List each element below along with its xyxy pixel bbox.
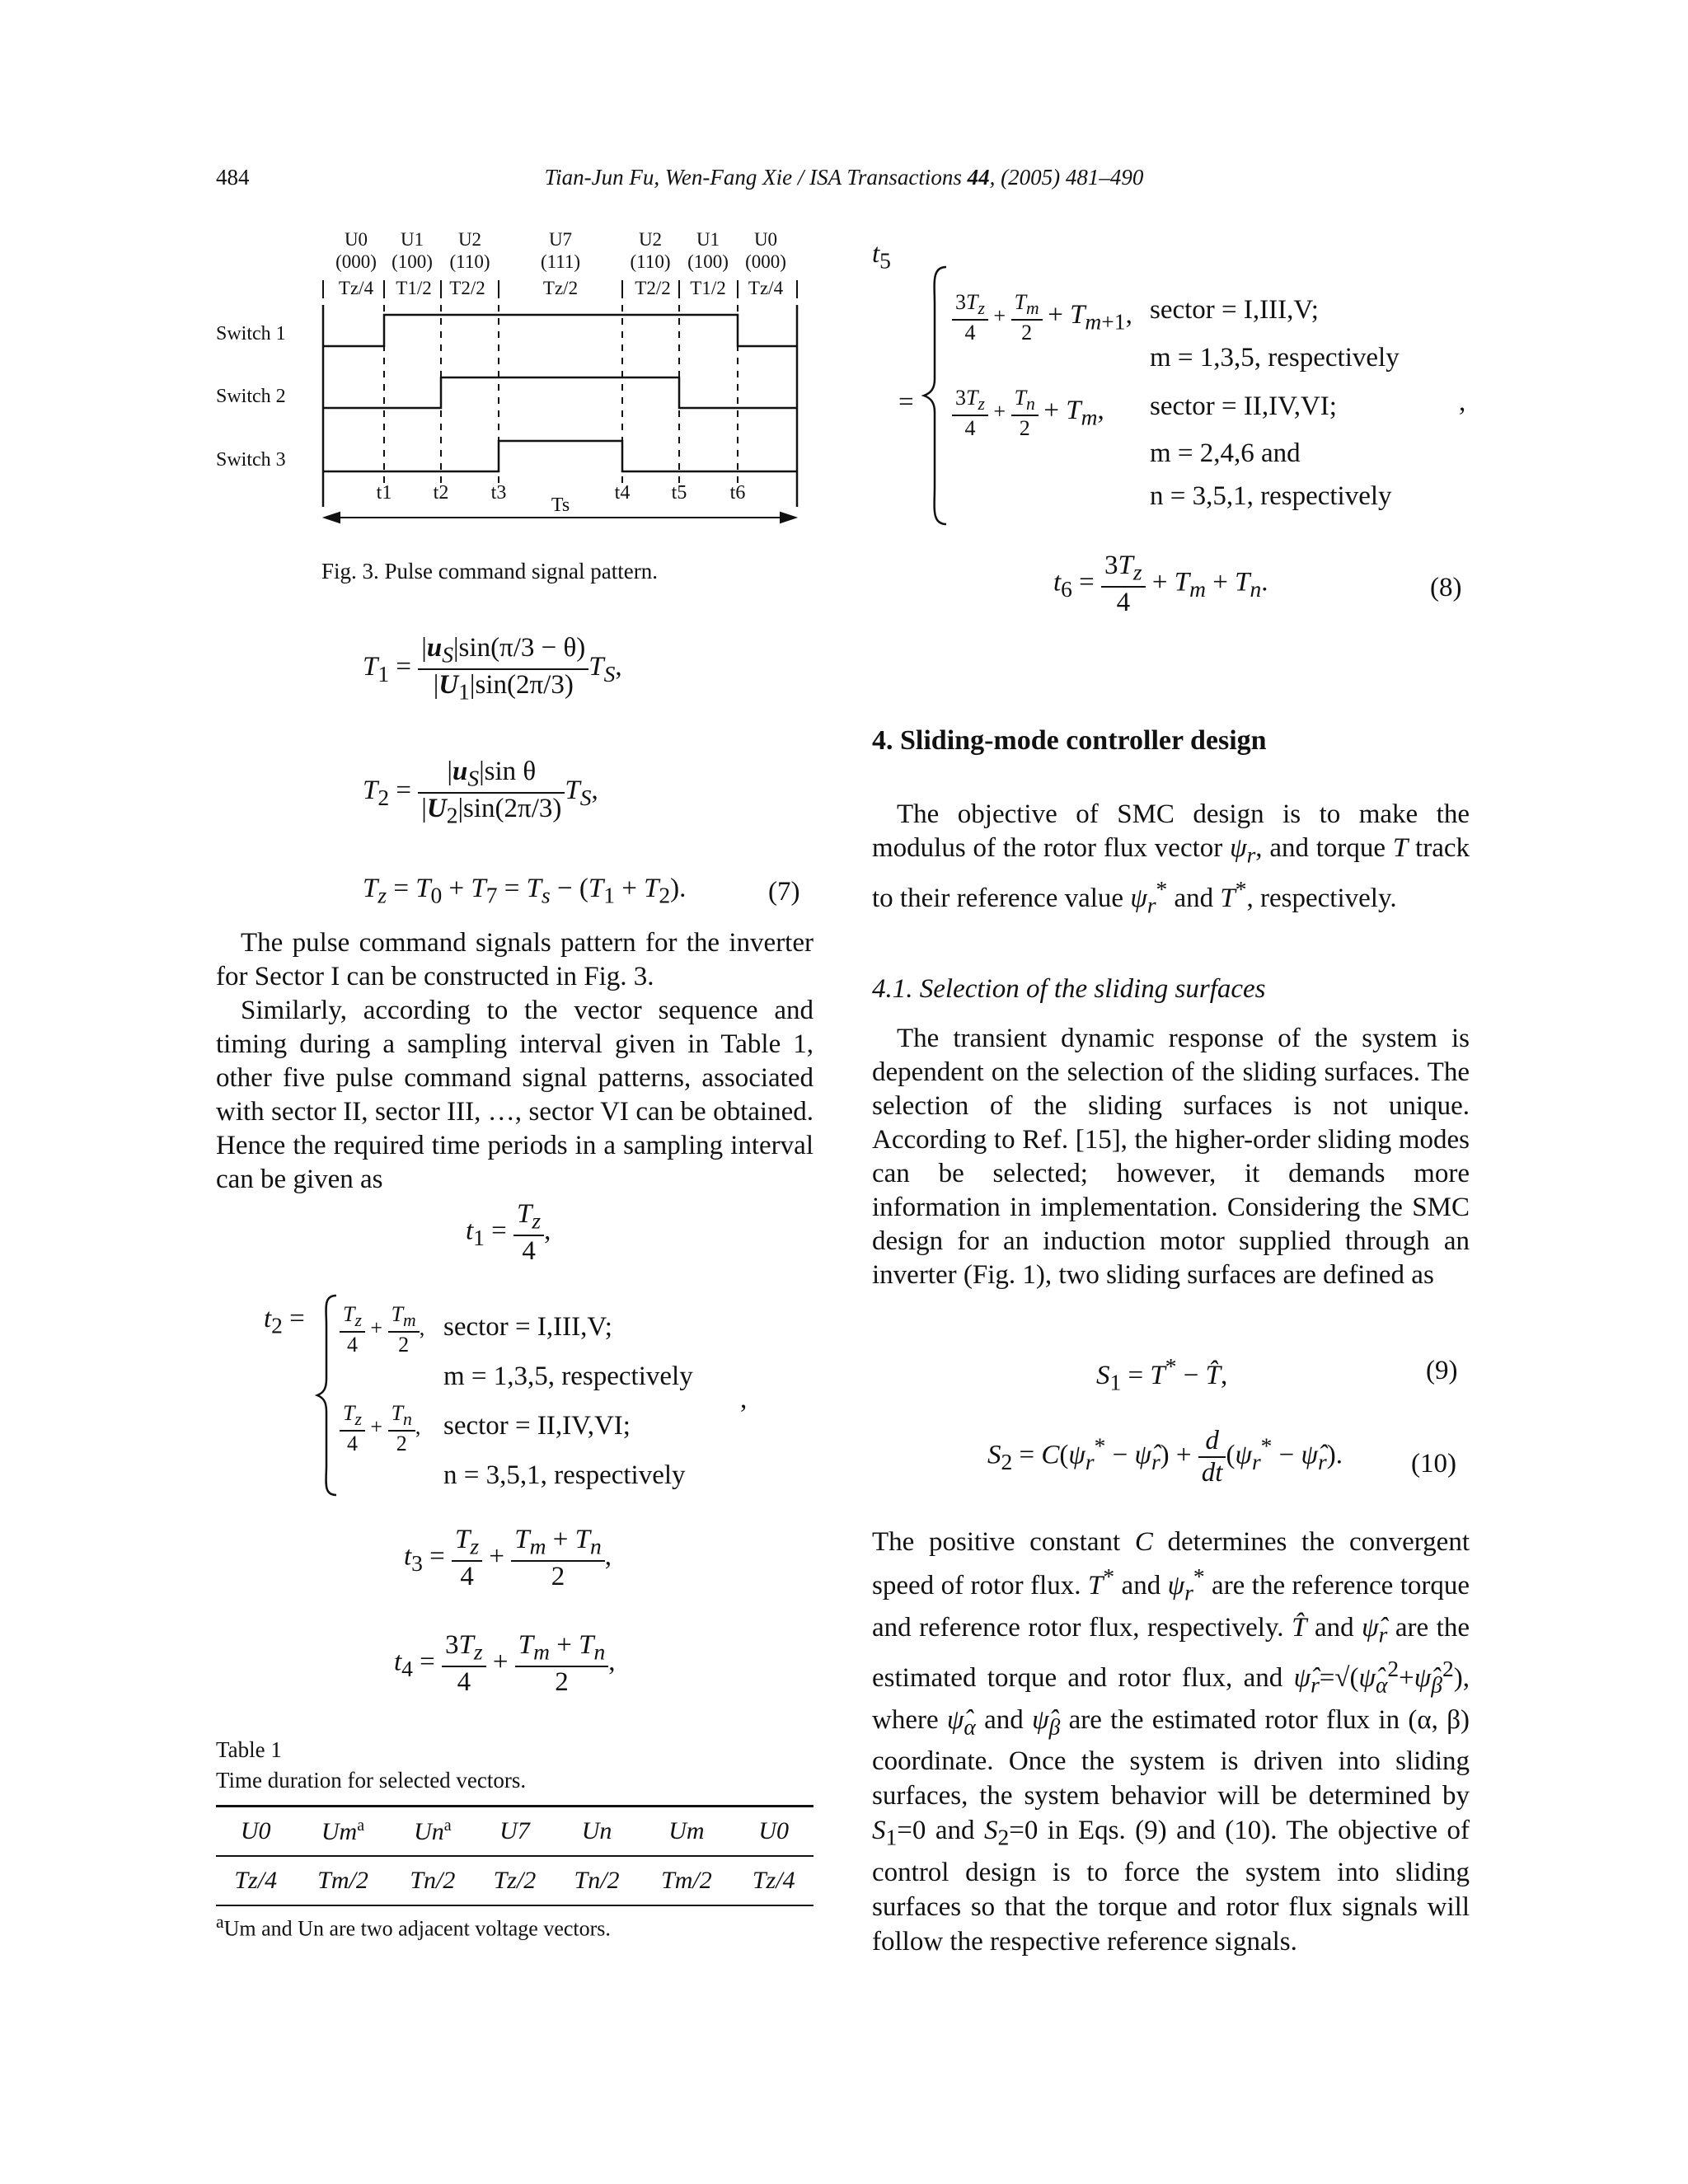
t5-comma: ,: [1459, 387, 1466, 417]
figure-caption: Fig. 3. Pulse command signal pattern.: [321, 559, 658, 583]
table-header-cell: U0: [734, 1807, 814, 1857]
t2-case2-expr: $\frac{T_z}{4}$ + $\frac{T_n}{2}$ ,: [340, 1401, 420, 1456]
fig-vector-name: U0: [753, 229, 778, 250]
table-header-row: [216, 1807, 814, 1857]
table-1: [216, 1805, 814, 1906]
table-cell: Tm/2: [295, 1856, 390, 1905]
t5-case2-m: m = 2,4,6 and: [1150, 438, 1301, 468]
equation-t2-time-label: $t_2$ =: [264, 1304, 305, 1338]
switch-3-waveform: [323, 441, 797, 471]
equation-t2: $T_2$ = $\frac{|u_S|\sin \theta}{|U_2|\sin(2\pi/3)}$ $T_S$,: [363, 757, 598, 828]
equation-t1: $T_1$ = $\frac{|u_S|\sin(\pi/3 - \theta)}{|U_1|\sin(2\pi/3)}$ $T_S$,: [363, 633, 622, 705]
equation-number: (9): [1426, 1356, 1458, 1385]
equation-9: $S_1 = T^*$ − T̂,: [1096, 1353, 1228, 1395]
paragraph-constant: The positive constant C determines the convergent speed of rotor flux. T* and $\psi_r^*$ are the reference torque and reference rotor flux, respectively. T̂ and $\psî_r$ are the estimated torque and rotor flux, and $\psî_r=√(\psî_\alpha^2+\psî_\beta^2)$, where $\psî_\alpha$ and $\psî_\beta$ are the estimated rotor flux in (α, β) coordinate. Once the system is driven into sliding surfaces, the system behavior will be determined by $S_1=0$ and $S_2=0$ in Eqs. (9) and (10). The objective of control design is to force the system into sliding surfaces so that the torque and rotor flux signals will follow the respective reference signals.: [872, 1527, 1470, 1957]
t5-case2-condition: sector = II,IV,VI;: [1150, 391, 1337, 421]
t2-comma: ,: [740, 1385, 748, 1414]
table-header-cell: U0: [216, 1807, 295, 1857]
fig-vector-code: (110): [630, 251, 671, 272]
paragraph-surfaces: The transient dynamic response of the system is dependent on the selection of the sliding surfaces. The selection of the sliding surfaces is not unique. According to Ref. [15], the higher-order sliding modes can be selected; however, it demands more information in implementation. Considering the SMC design for an induction motor supplied through an inverter (Fig. 1), two sliding surfaces are defined as: [872, 1024, 1470, 1290]
t5-case1-expr: $\frac{3T_z}{4}$ + $\frac{T_m}{2}$ + $T_{m+1}$,: [952, 290, 1132, 345]
table-title: Time duration for selected vectors.: [216, 1768, 527, 1793]
paragraph-objective: The objective of SMC design is to make the modulus of the rotor flux vector $\psi_r$, and torque T track to their reference value $\psi_r^*$ and T*, respectively.: [872, 799, 1470, 918]
fig-vector-name: U2: [638, 229, 663, 250]
table-cell: Tn/2: [555, 1856, 640, 1905]
t5-case2-expr: $\frac{3T_z}{4}$ + $\frac{T_n}{2}$ + $T_m$,: [952, 386, 1104, 441]
paragraph-similarly: Similarly, according to the vector sequence and timing during a sampling interval given in Table 1, other five pulse command signal patterns, associated with sector II, sector III, …, sector VI can be obtained. Hence the required time periods in a sampling interval can be given as: [216, 996, 814, 1194]
fig-vector-name: U0: [344, 229, 368, 250]
switch-2-waveform: [323, 377, 797, 408]
time-label: t1: [376, 482, 392, 504]
fig-vector-duration: T1/2: [690, 278, 726, 298]
fig-vector-name: U1: [696, 229, 720, 250]
table-row: [216, 1856, 814, 1905]
pulse-pattern-figure: [216, 223, 809, 536]
table-header-cell: Un$^a$: [391, 1807, 476, 1857]
time-label: t2: [433, 482, 449, 504]
brace-t2: [315, 1292, 340, 1498]
equation-number: (7): [768, 877, 800, 907]
fig-vector-duration: Tz/4: [338, 278, 374, 298]
running-title-pre: Tian-Jun Fu, Wen-Fang Xie / ISA Transactions: [544, 165, 968, 190]
fig-vector-duration: T2/2: [635, 278, 671, 298]
brace-t5: [921, 264, 950, 527]
t5-equals: =: [898, 387, 914, 417]
equation-8: $t_6$ = $\frac{3T_z}{4}$ + $T_m + T_n$.: [1053, 551, 1268, 617]
t5-case1-m: m = 1,3,5, respectively: [1150, 343, 1400, 373]
t5-label: $t_5$: [872, 239, 891, 274]
fig-vector-code: (000): [335, 251, 377, 272]
t2-case2-n: n = 3,5,1, respectively: [443, 1460, 686, 1490]
table-footnote: $^a$Um and Un are two adjacent voltage vectors.: [216, 1912, 611, 1941]
fig-vector-code: (000): [745, 251, 786, 272]
fig-vector-name: U2: [457, 229, 482, 250]
time-label: t3: [490, 482, 507, 504]
t2-case1-condition: sector = I,III,V;: [443, 1312, 612, 1342]
time-label: t4: [614, 482, 631, 504]
equation-number: (10): [1411, 1449, 1456, 1479]
time-label: t6: [729, 482, 746, 504]
switch-1-waveform: [323, 315, 797, 346]
fig-vector-name: U1: [400, 229, 424, 250]
running-title-volume: 44: [967, 165, 990, 190]
table-cell: Tm/2: [639, 1856, 734, 1905]
equation-7: $T_z = T_0 + T_7 = T_s - (T_1 + T_2)$.: [363, 874, 687, 908]
fig-vector-duration: Tz/2: [542, 278, 579, 298]
equation-10: $S_2 = C(\psi_r^*$ − $\psî_r$) + $\frac{d}{dt}$ ($\psi_r^*$ − $\psî_r$).: [987, 1426, 1343, 1488]
section-heading: 4. Sliding-mode controller design: [872, 725, 1267, 756]
t5-case2-n: n = 3,5,1, respectively: [1150, 481, 1392, 511]
table-header-cell: Un: [555, 1807, 640, 1857]
equation-t3: $t_3$ = $\frac{T_z}{4}$ + $\frac{T_m + T_n}{2}$ ,: [404, 1525, 612, 1591]
time-label: t5: [671, 482, 687, 504]
t2-case1-m: m = 1,3,5, respectively: [443, 1361, 693, 1391]
table-cell: Tz/4: [216, 1856, 295, 1905]
fig-vector-code: (100): [687, 251, 729, 272]
equation-t1-time: $t_1$ = $\frac{T_z}{4}$ ,: [466, 1199, 551, 1266]
t5-case1-condition: sector = I,III,V;: [1150, 295, 1319, 325]
period-label: Ts: [551, 494, 570, 516]
switch-label: Switch 3: [216, 449, 286, 471]
fig-vector-duration: Tz/4: [748, 278, 784, 298]
fig-vector-duration: T2/2: [449, 278, 485, 298]
fig-vector-code: (100): [392, 251, 433, 272]
fig-vector-code: (110): [449, 251, 490, 272]
running-title: [0, 165, 1688, 190]
fig-vector-duration: T1/2: [396, 278, 432, 298]
running-title-post: , (2005) 481–490: [989, 165, 1144, 190]
subsection-heading: 4.1. Selection of the sliding surfaces: [872, 974, 1266, 1004]
page-number: 484: [216, 165, 250, 190]
table-header-cell: Um: [639, 1807, 734, 1857]
switch-label: Switch 2: [216, 386, 286, 407]
fig-vector-name: U7: [548, 229, 573, 250]
t2-case1-expr: $\frac{T_z}{4}$ + $\frac{T_m}{2}$ ,: [340, 1302, 424, 1357]
equation-number: (8): [1430, 573, 1462, 602]
table-header-cell: U7: [475, 1807, 554, 1857]
table-header-cell: Um$^a$: [295, 1807, 390, 1857]
fig-vector-code: (111): [540, 251, 581, 272]
paragraph-sector1: The pulse command signals pattern for the inverter for Sector I can be constructed in Fig. 3.: [216, 928, 814, 991]
switch-label: Switch 1: [216, 323, 286, 344]
table-label: Table 1: [216, 1737, 282, 1762]
equation-t4: $t_4$ = $\frac{3T_z}{4}$ + $\frac{T_m + T_n}{2}$ ,: [394, 1630, 616, 1697]
table-cell: Tz/2: [475, 1856, 554, 1905]
table-cell: Tn/2: [391, 1856, 476, 1905]
table-cell: Tz/4: [734, 1856, 814, 1905]
t2-case2-condition: sector = II,IV,VI;: [443, 1411, 631, 1441]
